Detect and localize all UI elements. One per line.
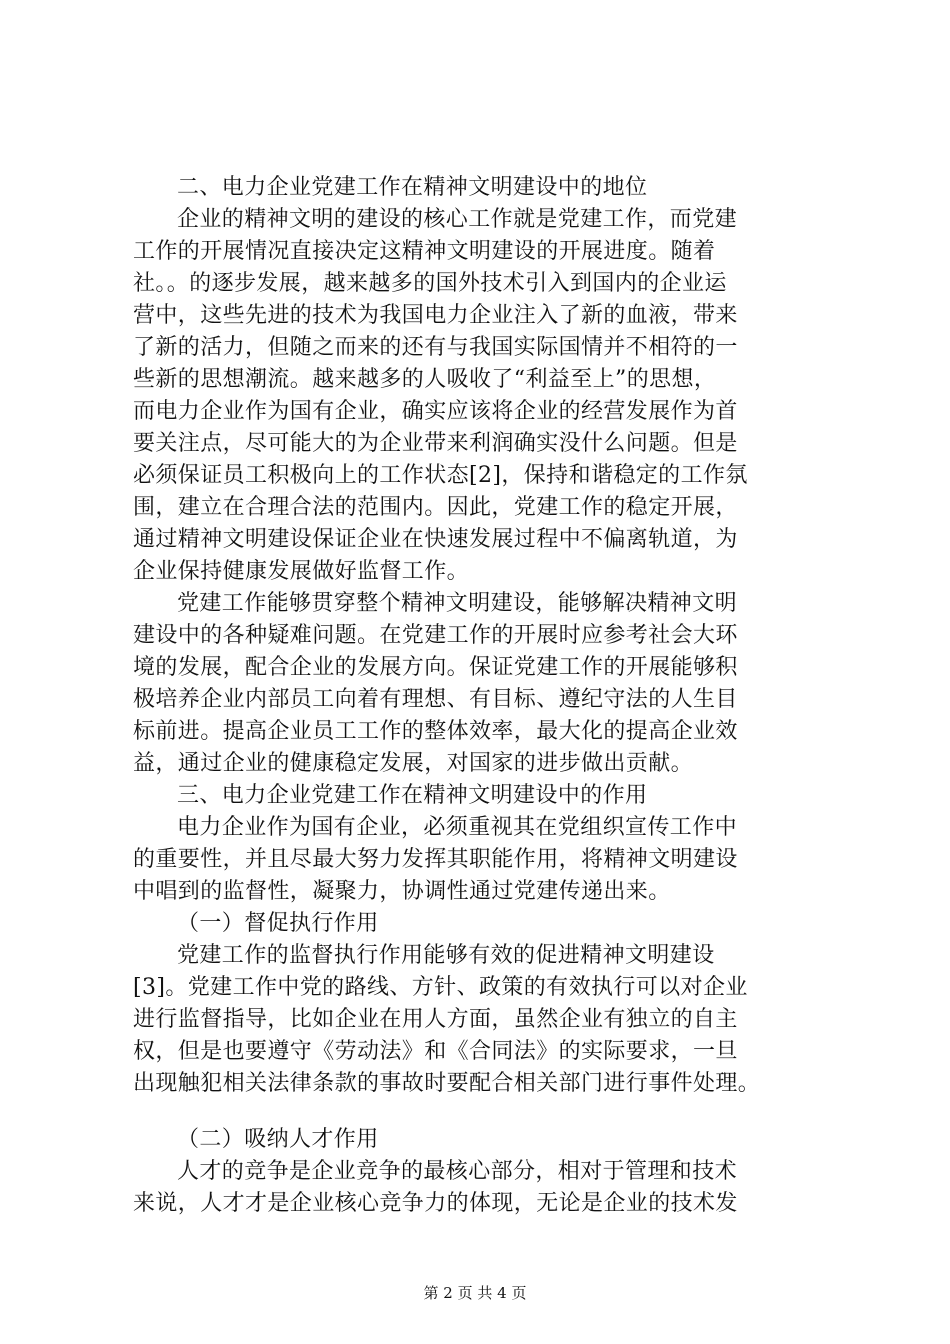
text-line: 三、电力企业党建工作在精神文明建设中的作用 xyxy=(177,783,648,808)
text-line: [3]。党建工作中党的路线、方针、政策的有效执行可以对企业 xyxy=(133,975,748,1000)
text-line: 中唱到的监督性，凝聚力，协调性通过党建传递出来。 xyxy=(133,879,671,904)
text-line: 人才的竞争是企业竞争的最核心部分，相对于管理和技术 xyxy=(177,1159,738,1184)
text-line: 电力企业作为国有企业，必须重视其在党组织宣传工作中 xyxy=(177,815,738,840)
text-line: 党建工作能够贯穿整个精神文明建设，能够解决精神文明 xyxy=(177,591,738,616)
text-line: 二、电力企业党建工作在精神文明建设中的地位 xyxy=(177,175,648,200)
text-line: 极培养企业内部员工向着有理想、有目标、遵纪守法的人生目 xyxy=(133,687,738,712)
text-line: 营中，这些先进的技术为我国电力企业注入了新的血液，带来 xyxy=(133,303,738,328)
text-line: 了新的活力，但随之而来的还有与我国实际国情并不相符的一 xyxy=(133,335,738,360)
text-line: 些新的思想潮流。越来越多的人吸收了“利益至上”的思想， xyxy=(133,367,717,392)
text-line: 围，建立在合理合法的范围内。因此，党建工作的稳定开展， xyxy=(133,495,738,520)
text-line: 建设中的各种疑难问题。在党建工作的开展时应参考社会大环 xyxy=(133,623,738,648)
text-line: 益，通过企业的健康稳定发展，对国家的进步做出贡献。 xyxy=(133,751,694,776)
text-line: 企业的精神文明的建设的核心工作就是党建工作，而党建 xyxy=(177,207,738,232)
text-line: 工作的开展情况直接决定这精神文明建设的开展进度。随着 xyxy=(133,239,716,264)
text-line: 党建工作的监督执行作用能够有效的促进精神文明建设 xyxy=(177,943,715,968)
text-line: 必须保证员工积极向上的工作状态[2]，保持和谐稳定的工作氛 xyxy=(133,463,748,488)
text-line: 的重要性，并且尽最大努力发挥其职能作用，将精神文明建设 xyxy=(133,847,738,872)
page-footer: 第 2 页 共 4 页 xyxy=(423,1284,527,1302)
text-line: 通过精神文明建设保证企业在快速发展过程中不偏离轨道，为 xyxy=(133,527,738,552)
text-line: 权，但是也要遵守《劳动法》和《合同法》的实际要求，一旦 xyxy=(133,1039,738,1064)
text-line: 出现触犯相关法律条款的事故时要配合相关部门进行事件处理。 xyxy=(133,1071,761,1096)
text-line: 企业保持健康发展做好监督工作。 xyxy=(133,559,470,584)
text-line: 进行监督指导，比如企业在用人方面，虽然企业有独立的自主 xyxy=(133,1007,738,1032)
text-line: 标前进。提高企业员工工作的整体效率，最大化的提高企业效 xyxy=(133,719,738,744)
text-line: 来说，人才才是企业核心竞争力的体现，无论是企业的技术发 xyxy=(133,1191,738,1216)
text-line: 境的发展，配合企业的发展方向。保证党建工作的开展能够积 xyxy=(133,655,738,680)
text-line: 要关注点，尽可能大的为企业带来利润确实没什么问题。但是 xyxy=(133,431,738,456)
document-body xyxy=(133,172,833,1220)
text-line: （二）吸纳人才作用 xyxy=(177,1127,379,1152)
text-line: 社。。的逐步发展，越来越多的国外技术引入到国内的企业运 xyxy=(133,271,727,296)
text-line: 而电力企业作为国有企业，确实应该将企业的经营发展作为首 xyxy=(133,399,738,424)
text-line: （一）督促执行作用 xyxy=(177,911,379,936)
blank-line xyxy=(133,1100,833,1124)
